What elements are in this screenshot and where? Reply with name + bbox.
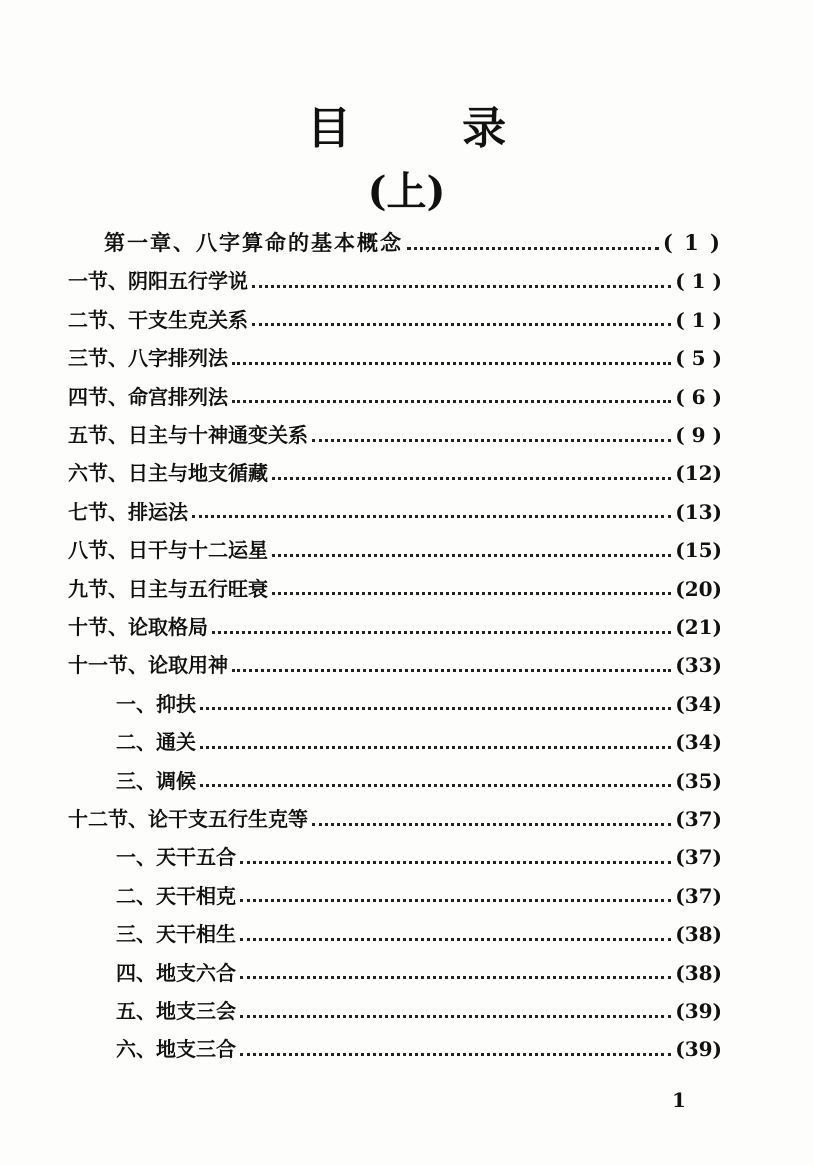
toc-entry-label: 第一章、八字算命的基本概念: [104, 230, 403, 255]
toc-entry: [116, 842, 722, 872]
toc-entry-page: ( 1 ): [675, 269, 722, 294]
toc-entry-page: (34): [675, 730, 722, 755]
toc-entry-label: 三、调候: [116, 768, 196, 793]
toc-entry: [68, 574, 722, 604]
toc-entry-label: 六、地支三合: [116, 1037, 236, 1062]
toc-entry: [116, 881, 722, 911]
toc-entry-page: (39): [675, 1037, 722, 1062]
toc-entry-page: ( 1 ): [675, 307, 722, 332]
toc-entry: [116, 727, 722, 757]
toc-entry-label: 二、通关: [116, 730, 196, 755]
toc-entry-page: (37): [675, 845, 722, 870]
toc-entry-label: 二节、干支生克关系: [68, 307, 248, 332]
toc-entry-page: (37): [675, 807, 722, 831]
toc-leader-dots: [312, 823, 671, 826]
toc-entry-label: 四、地支六合: [116, 960, 236, 985]
toc-entry: [116, 919, 722, 949]
toc-entry-label: 五节、日主与十神通变关系: [68, 423, 308, 447]
toc-entry-label: 三节、八字排列法: [68, 346, 228, 371]
toc-entry: [68, 535, 722, 565]
toc-entry: [68, 305, 722, 335]
toc-leader-dots: [240, 938, 671, 941]
toc-entry: [116, 766, 722, 796]
toc-leader-dots: [272, 554, 671, 557]
toc-entry-page: (37): [675, 883, 722, 908]
toc-entry-label: 六节、日主与地支循藏: [68, 461, 268, 486]
toc-entry-label: 四节、命宫排列法: [68, 384, 228, 409]
toc-entry-label: 十节、论取格局: [68, 615, 208, 639]
toc-entry: [68, 343, 722, 373]
toc-entry-label: 一节、阴阳五行学说: [68, 269, 248, 294]
toc-entry: [68, 266, 722, 296]
toc-leader-dots: [240, 1015, 671, 1018]
toc-entry-page: (34): [675, 691, 722, 716]
toc-entry-page: (35): [675, 768, 722, 793]
page-title: 目 录: [306, 103, 555, 154]
toc-entry-page: (21): [675, 615, 722, 639]
toc-entry-page: (33): [675, 653, 722, 678]
page-subtitle: (上): [367, 168, 446, 215]
toc-entry-page: (15): [675, 538, 722, 563]
toc-entry: [68, 650, 722, 680]
toc-entry: [68, 612, 722, 642]
toc-entry: [116, 996, 722, 1026]
toc-entry-page: (12): [675, 461, 722, 486]
toc-entry-label: 八节、日干与十二运星: [68, 538, 268, 563]
toc-entry-page: ( 9 ): [675, 423, 722, 447]
toc-entry-label: 七节、排运法: [68, 499, 188, 524]
toc-leader-dots: [232, 400, 671, 403]
toc-entry-label: 十一节、论取用神: [68, 653, 228, 678]
toc-entry: [68, 458, 722, 488]
toc-entry-label: 三、天干相生: [116, 922, 236, 947]
toc-entry-page: ( 6 ): [675, 384, 722, 409]
toc-entry-page: (38): [675, 922, 722, 947]
toc-entry: [116, 689, 722, 719]
toc-entry-page: (13): [675, 499, 722, 524]
toc-leader-dots: [312, 439, 671, 442]
toc-leader-dots: [272, 592, 671, 595]
toc-leader-dots: [200, 746, 671, 749]
toc-entry-page: (39): [675, 999, 722, 1023]
toc-entry-label: 九节、日主与五行旺衰: [68, 576, 268, 601]
toc-leader-dots: [240, 1053, 671, 1056]
toc-leader-dots: [407, 247, 659, 250]
toc-leader-dots: [192, 515, 671, 518]
toc-entry-page: ( 1 ): [662, 230, 722, 255]
page-number: 1: [672, 1088, 686, 1112]
toc-entry-page: (38): [675, 960, 722, 985]
toc-entry-page: (20): [675, 576, 722, 601]
toc-leader-dots: [212, 631, 671, 634]
toc-leader-dots: [200, 707, 671, 710]
toc-leader-dots: [232, 362, 671, 365]
toc-entry-label: 一、抑扶: [116, 691, 196, 716]
toc-entry-label: 一、天干五合: [116, 845, 236, 870]
toc-leader-dots: [240, 976, 671, 979]
toc-entry-label: 五、地支三会: [116, 999, 236, 1023]
toc-leader-dots: [240, 861, 671, 864]
toc-entry: [116, 958, 722, 988]
toc-leader-dots: [252, 323, 671, 326]
toc-entry: [104, 228, 722, 258]
toc-entry: [68, 497, 722, 527]
toc-leader-dots: [232, 669, 671, 672]
toc-entry: [68, 382, 722, 412]
toc-entry-label: 十二节、论干支五行生克等: [68, 807, 308, 831]
toc-entry: [68, 420, 722, 450]
toc-entry-page: ( 5 ): [675, 346, 722, 371]
toc-entry: [116, 1034, 722, 1064]
toc-entry: [68, 804, 722, 834]
toc-leader-dots: [200, 784, 671, 787]
toc-leader-dots: [252, 285, 671, 288]
toc-leader-dots: [272, 477, 671, 480]
toc-entry-label: 二、天干相克: [116, 883, 236, 908]
toc-leader-dots: [240, 899, 671, 902]
